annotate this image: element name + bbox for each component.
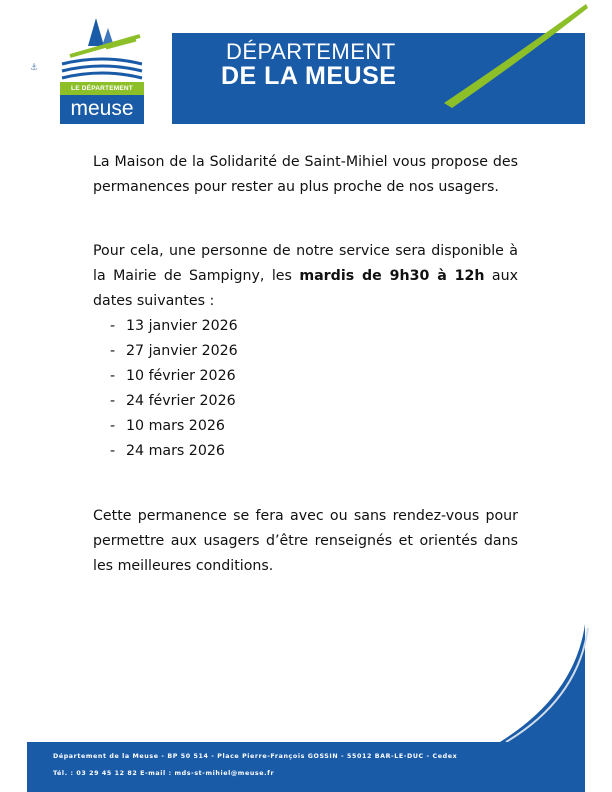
logo-tagline: LE DÉPARTEMENT bbox=[60, 82, 144, 95]
list-item: - 27 janvier 2026 bbox=[110, 343, 238, 359]
anchor-icon: ⚓ bbox=[30, 62, 39, 72]
footer-band bbox=[27, 742, 585, 792]
logo-wordmark: meuse bbox=[60, 95, 144, 124]
list-item: - 13 janvier 2026 bbox=[110, 318, 238, 334]
dates-list bbox=[93, 314, 518, 464]
header-title-line1: DÉPARTEMENT bbox=[226, 39, 396, 64]
list-item: - 24 mars 2026 bbox=[110, 443, 225, 459]
header-title-line2: DE LA MEUSE bbox=[221, 62, 397, 90]
availability-prefix: Pour cela, une personne de notre service sera disponible à la Mairie de Sampigny, les bbox=[93, 243, 518, 284]
availability-paragraph bbox=[93, 239, 518, 314]
list-item: - 10 mars 2026 bbox=[110, 418, 225, 434]
footer-address: Département de la Meuse - BP 50 514 - Place Pierre-François GOSSIN - 55012 BAR-LE-DUC - Cedex bbox=[53, 753, 458, 760]
closing-paragraph: Cette permanence se fera avec ou sans rendez-vous pour permettre aux usagers d’être renseignés et orientés dans les meilleures conditions. bbox=[93, 508, 518, 574]
letter-body bbox=[93, 150, 518, 579]
list-item: - 10 février 2026 bbox=[110, 368, 236, 384]
green-swoosh-icon bbox=[0, 0, 612, 140]
availability-suffix: aux dates suivantes : bbox=[93, 268, 518, 309]
intro-paragraph: La Maison de la Solidarité de Saint-Mihiel vous propose des permanences pour rester au plus proche de nos usagers. bbox=[93, 154, 518, 195]
footer-contact: Tél. : 03 29 45 12 82 E-mail : mds-st-mihiel@meuse.fr bbox=[53, 770, 275, 777]
list-item: - 24 février 2026 bbox=[110, 393, 236, 409]
availability-schedule: mardis de 9h30 à 12h bbox=[299, 268, 485, 284]
